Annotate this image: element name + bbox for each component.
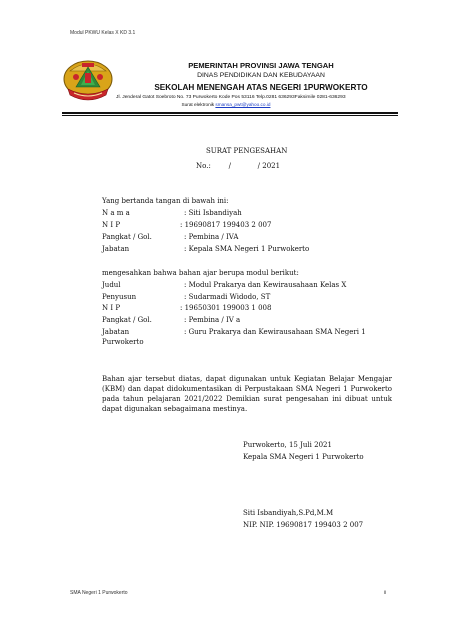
- module-value-position: : Guru Prakarya dan Kewirausahaan SMA Negeri 1: [184, 328, 366, 336]
- module-value-author: : Sudarmadi Widodo, ST: [184, 293, 271, 301]
- module-position-continuation: Purwokerto: [102, 338, 144, 346]
- signer-name: Siti Isbandiyah,S.Pd,M.M: [243, 509, 334, 517]
- signer-value-rank: : Pembina / IVA: [184, 233, 239, 241]
- letter-title: SURAT PENGESAHAN: [206, 147, 288, 155]
- signer-value-position: : Kepala SMA Negeri 1 Purwokerto: [184, 245, 310, 253]
- letterhead-government: PEMERINTAH PROVINSI JAWA TENGAH: [188, 61, 334, 70]
- footer-school-name: SMA Negeri 1 Purwokerto: [70, 590, 128, 596]
- signer-label-nip: N I P: [102, 221, 121, 229]
- email-link[interactable]: smansa_pwt@yahoo.co.id: [215, 102, 271, 107]
- letterhead-department: DINAS PENDIDIKAN DAN KEBUDAYAAN: [197, 72, 325, 79]
- letterhead-address: Jl. Jenderal Gatot Soebroto No. 73 Purwokerto Kode Pos 53116 Telp.0281 636293Faksimile 0281-636293: [116, 95, 346, 100]
- statement-text: mengesahkan bahwa bahan ajar berupa modul berikut:: [102, 269, 299, 277]
- module-value-nip: : 19650301 199003 1 008: [180, 304, 272, 312]
- email-prefix: Surat elektronik: [181, 102, 216, 107]
- module-label-title: Judul: [102, 281, 121, 289]
- letterhead-divider-thick: [62, 112, 398, 114]
- place-date: Purwokerto, 15 Juli 2021: [243, 441, 332, 449]
- footer-page-number: ii: [384, 590, 387, 596]
- module-value-title: : Modul Prakarya dan Kewirausahaan Kelas X: [184, 281, 347, 289]
- letterhead-divider-thin: [62, 115, 398, 116]
- signer-title: Kepala SMA Negeri 1 Purwokerto: [243, 453, 364, 461]
- signer-value-name: : Siti Isbandiyah: [184, 209, 242, 217]
- province-emblem-icon: [62, 55, 114, 107]
- opening-text: Yang bertanda tangan di bawah ini:: [102, 197, 229, 205]
- module-label-rank: Pangkat / Gol.: [102, 316, 152, 324]
- signer-label-name: N a m a: [102, 209, 130, 217]
- signer-label-rank: Pangkat / Gol.: [102, 233, 152, 241]
- signer-value-nip: : 19690817 199403 2 007: [180, 221, 272, 229]
- letter-number: No.: / / 2021: [196, 162, 281, 170]
- module-label-author: Penyusun: [102, 293, 137, 301]
- module-value-rank: : Pembina / IV a: [184, 316, 241, 324]
- page-header: Modul PKWU Kelas X KD 3.1: [70, 30, 136, 36]
- module-label-position: Jabatan: [102, 328, 130, 336]
- signer-nip: NIP. NIP. 19690817 199403 2 007: [243, 521, 364, 529]
- closing-paragraph: Bahan ajar tersebut diatas, dapat digunakan untuk Kegiatan Belajar Mengajar (KBM) dan dapat didokumentasikan di Perpustakaan SMA Negeri 1 Purwokerto pada tahun pelajaran 2021/2022 Demikian surat pengesahan ini dibuat untuk dapat digunakan sebagaimana mestinya.: [102, 375, 392, 413]
- signer-label-position: Jabatan: [102, 245, 130, 253]
- letterhead-school-name: SEKOLAH MENENGAH ATAS NEGERI 1PURWOKERTO: [154, 83, 368, 92]
- module-label-nip: N I P: [102, 304, 121, 312]
- letterhead-email-line: [0, 102, 452, 107]
